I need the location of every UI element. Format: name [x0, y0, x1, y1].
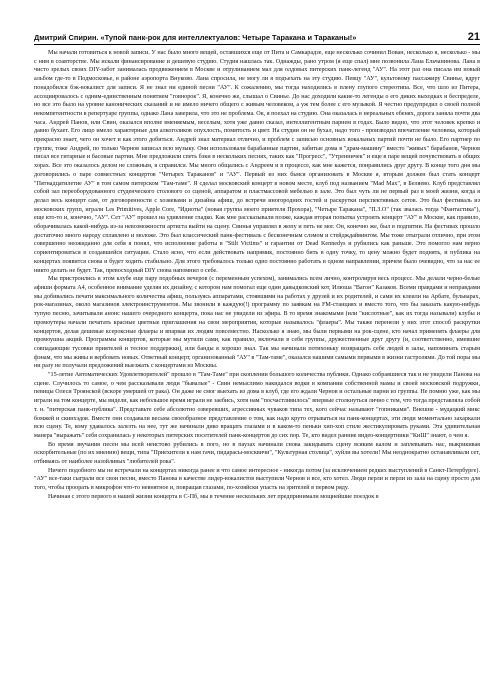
paragraph: Начиная с этого первого в нашей жизни концерта в С-Пб, мы в течение нескольких лет предпринимали мощнейшие поездок в: [48, 493, 379, 500]
paragraph: Мы начали готовиться к новой записи. У нас было много вещей, оставшихся еще от Пита и Самкарадзе, еще несколько сочинил Вован, несколько я, несколько - мы с ним в соавторстве. Мы искали финансирование и дешевую студию. Студия нашлась так. Однажды, рано утром (я еще спал) мне позвонила Лана Ельчанинова. Лана в чисто зрелых своих DIY-забот занималась продвижением в Москве и отрулиианием мал для олдовых питерских панк-легенд "АУ". На этот раз она писала им новый альбом где-то в Подмосковье, в районе аэропорта Внуково. Лана спросила, не могу ли я подъехать на эту студию. Певцу "АУ", культовому пассажиру Свинье, вдруг понадобился бэк-вокалист для записи. Я не знал ни единой песни "АУ". К сожалению, мы тогда находились в плену глупого стереотипа. Все, что шло из Питера, ассоциировалось с одним-единственным понятием "говнорок". Я, конечно же, слышал о Свинье. До нас доходили какие-то легенды о его диких выходках и беспределе, но все это было на уровне канонических сказаний и не имело ничего общего с живым человеком, а уж тем более с его музыкой. Я честно предупредил о своей полной некомпетентности в репертуаре группы, однако Лана заверила, что это не проблема. Ок, я поехал на студию. Она оказалась в нереальных ебенях, дорога заняла почти два часа. Андрей Панов, или Свин, оказался вполне вменяемым, веселым, хотя уже давно сказал, интеллигентным парнем в годах. Было видно, что этот человек крепко и давно бухает. Его лицо имело характерные для алкоголиков опухлость, помятость и цвет. На студии он не бухал, надо того - производил впечатление человека, который прекрасно знает, чего он хочет и как этого добиться. Андрей знал материал отлично, и проблем с записью основных вокальных партий почти не было. Его партнер по группе, тоже Андрей, по только Чернов записал всю музыку. Они использовали барабанные партии, забитые дома в "драм-машину" вместо "живых" барабанов, Чернов писал все гитарные и басовые партии. Мне предложили спеть бэки в нескольких песнях, таких как "Прогресс", "Утренничек" и еще в паре вещей почувствовать в общих хорах. Все это оказалось делом не сложным, я справился. Мы много общались с Андреем и в процессе, как мне кажется, понравились друг другу. В конце того дня мы договорились о паре совместных концертов "Четырех Тараканов" и "АУ". Первый из них бьмся организовать в Москве я, вторым должен был стать концерт "Пятнадцатилетие АУ" в том самом питерском "Там-таме". Я сделал московский концерт в новом месте, клуб под названием "Mad Max", в Беляево. Клуб представлял собой зал переоборудованного студенческого столового со сценой, аппаратом и пластмассовой мебелью в зале. Это был чуть ли не первый раз в моей жизни, когда я делал весь концерт сам, от договоренности с хозяевами и дизайна афиш, до встречи иногородних гостей и раскрутки перспективных сетов. Это был фестиваль из московских групп, играли Les Primitives, Apple Core, "Идиоты" (новая группа моего приятеля Прохора), "Четыре Таракана", "П.З.О" (так звалась тогда "Фантастика"), еще кто-то и, конечно, "АУ". Сет "АУ" прошел на удивление гладко. Как мне рассказывали позже, каждая вторая попытка устроить концерт "АУ" в Москве, как правило, оборачивалась какой-нибудь из-за невозможности артиста выйти на сцену. Свинья управлял в жопу и петь не мог. Он, конечно же, был в подпитии. На фестивах прошло достаточно много народу сплавлено и моложе. Это был классический панк-фестиваль с бесконечным слэмом и стейдждайвингом. Мы тоже отыграли отлично, при этом совершенно неожиданно для себя я понял, что исполнение работы в "Stilt Victims" и гарантии от Dead Kennedys и рубились как раньше. Это помогло нам верно сориентироваться в создавшейся ситуации. Стало ясно, что если действовать напрямик, постоянно бить в одну точку, то цену можно будет поднять, и публика на концертах появится снова и будет ходить стабильно. Для этого требовалось только одно постоянно работать в одном направлении, причем было очевидно, что за нас ее никто делать не будет. Так, превосходный DIY снова напомнил о себе.: [34, 50, 480, 274]
page-number: 21: [467, 31, 480, 43]
page-header: [34, 28, 480, 45]
paragraph: Во время звучания песен мы всей неистово рубились в пого, но в паузах начинали снова закидывать сцену всяким калом и заплевывать нас, выкрикивая оскорбительные (по их мнению) вещи, типа "Приехители к нам гачи, пидарасы-москвичи", "Культурная столица", хуйли вы хотели! Мы неоднократно останавливали сет, отбиваясь от наиболее назойливых "любителей рока".: [34, 441, 480, 466]
running-title: Дмитрий Спирин. «Тупой панк-рок для интеллектуалов: Четыре Таракана и Тараканы!»: [34, 33, 357, 42]
paragraph: Ничего подобного мы не встречали на концертах никогда ранее и что самое интересное - никогда потом (за исключением редких выступлений в Санкт-Петербурге). "АУ" все-таки сыграли все свои песни, вместо Панова в качестве лидер-вокалистов выступили Чернов и все, кто хотел. Люди перли и перли из зала на сцену просто для того, чтобы проорать в микрофон что-то невнятное и, повращав глазами, по-хозяйски упасть на зрителей в первом ряду.: [34, 467, 480, 492]
body-text: [34, 49, 480, 686]
paragraph: "15-летие Автоматических Удовлетворителей" прошло в "Там-Таме" при скоплении большого количества публики. Однако собравшиеся так и не увидели Панова на сцене. Случилось то самое, о чем рассказывали люди "бывалые" - Свин немыслимо накидался водки в компании собственной мамы и своей московской подружки, певицы Олеси Троянской (вскоре умершей от рака). Он даже не смог выехать из дома в клуб, где его ждали Чернов и остальные парни из группы. Не помню уже, как мы играли на том концерте, мы видели, как небольшое время играли не заебись, хотя нам "посчастливилось" впервые столкнуться лично с тем, что тогда представляла собой т. н. "питерская панк-публика". Представьте себе абсолютно озверевших, агрессивных чуваков типа тех, кого сейчас называют "гопниками". Внешне - мудацкий микс бомжей и скинхэдов. Вместе они создавали весьма своеобразное представление о том, как надо круто отрываться на панк-концертах, эти люди моментально захаркали всю сцену. Те, кому удавалось залезть на нее, тут же начинали дико вращать глазами и в каком-то пеньки хип-хоп стиле жестикулировать руками. Эта удивительная манера "выражать" себя сохранилась у некоторых питерских посетителей панк-концертов до сих пор. Те, кто видел ранние видео-концертники "КиШ" знают, о чем я.: [34, 372, 480, 439]
paragraph: Мы пристроились в этом клубе еще пару подобных вечеров (с переменным успехом), занимались всем лично, контролируя весь процесс. Мы делали черно-белые афиши формата А4, особенное внимание уделяя их дизайну, с котором нам помогал еще один давыдковский кот, Илюша "Вагон" Казаков. Всеми правдами и неправдами мы добивались печати максимального количества афиш, пользуясь аппаратами, стоявшими на работах у друзей и их родителей, и сами их клеили на Арбате, бульварах, рок-магазинах, около магазинов электроинструментов. Мы звонили в каждую(!) программу по заявкам на FM-станциях и вместо того, что бы заказать какую-нибудь тупую песню, зачитывали анонс нашего очередного концерта, пока нас не увидели из эфира. В то время знакомыми (или "кислотные", как их тогда называли) клубы и промоутеры начали печатать красные цветные приглашения на свои мероприятия, которые называлось "флаеры". Мы также перенели у них этот способ раскрутки концертов, делая дешевые ксероксные флаеры и впарвая их людям повсеместно. Насколько я знаю, мы были первыми на рок-сцене, кто начал применять флаеры для промоушна акций. Программы концертов, которые мы мутили сами, как правило, включали в себя группы, дружественные друг другу (и, соответственно, имевшие совпадающие тусовки приятелей и тесное поддержки), или банды я хорошо знал. Так мы начинали потихоньку возвращать себе людей в залы, напоминать старым фэнам, что мы живы и вербовать новых. Ответный концерт, организованный "АУ" в "Там-таме", оказался нашими самыми первыми в жизни гастролями. До той поры мы ни разу не получали предложений выезжать с концертами из Москвы.: [34, 276, 480, 370]
